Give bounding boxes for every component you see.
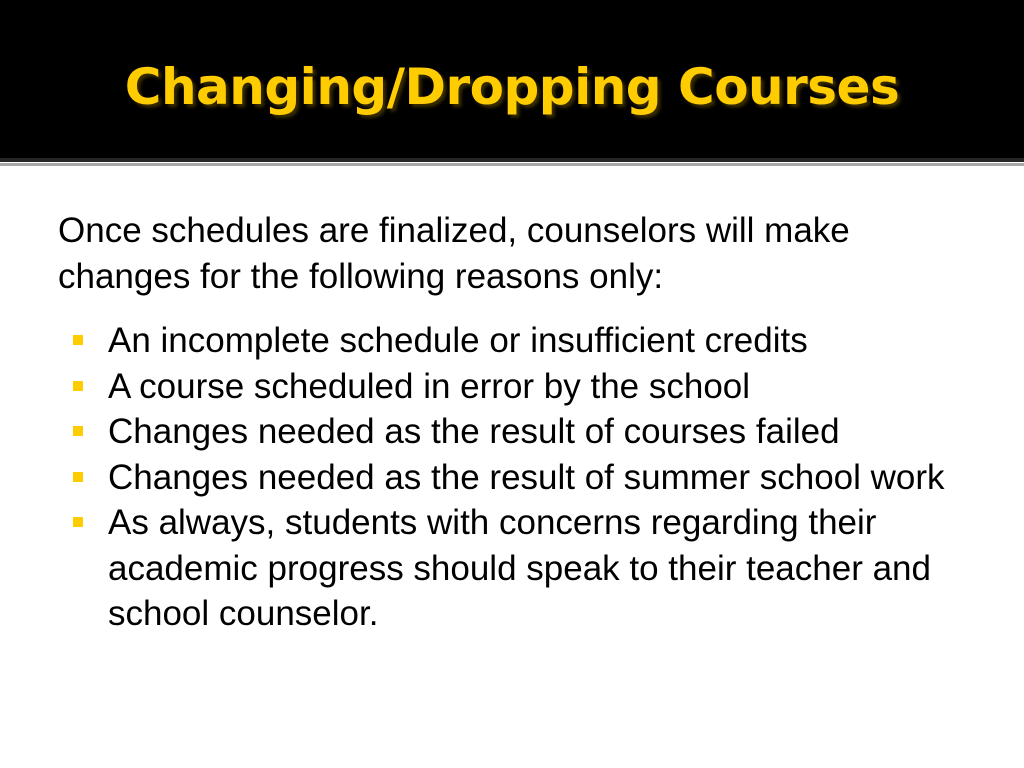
list-item-text: Changes needed as the result of summer school work: [108, 457, 945, 497]
slide-body: [58, 208, 988, 637]
list-item-text: Changes needed as the result of courses failed: [108, 412, 840, 451]
list-item-text: An incomplete schedule or insufficient credits: [108, 321, 808, 360]
square-bullet-icon: [73, 472, 83, 482]
square-bullet-icon: [73, 335, 83, 345]
title-divider-light: [0, 163, 1024, 166]
list-item: [58, 500, 988, 637]
title-divider-dark: [0, 158, 1024, 162]
intro-text: Once schedules are finalized, counselors will make changes for the following reasons only:: [58, 211, 850, 296]
list-item-text: A course scheduled in error by the school: [108, 366, 751, 406]
list-item: [58, 364, 988, 410]
list-item-text: As always, students with concerns regarding their academic progress should speak to their teacher and school counselor.: [108, 503, 931, 633]
list-item: [58, 455, 988, 501]
square-bullet-icon: [73, 381, 83, 391]
list-item: [58, 409, 988, 455]
slide-title: Changing/Dropping Courses: [124, 58, 900, 116]
list-item: [58, 318, 988, 364]
square-bullet-icon: [73, 426, 83, 436]
square-bullet-icon: [73, 517, 83, 527]
reasons-list: [58, 318, 988, 637]
